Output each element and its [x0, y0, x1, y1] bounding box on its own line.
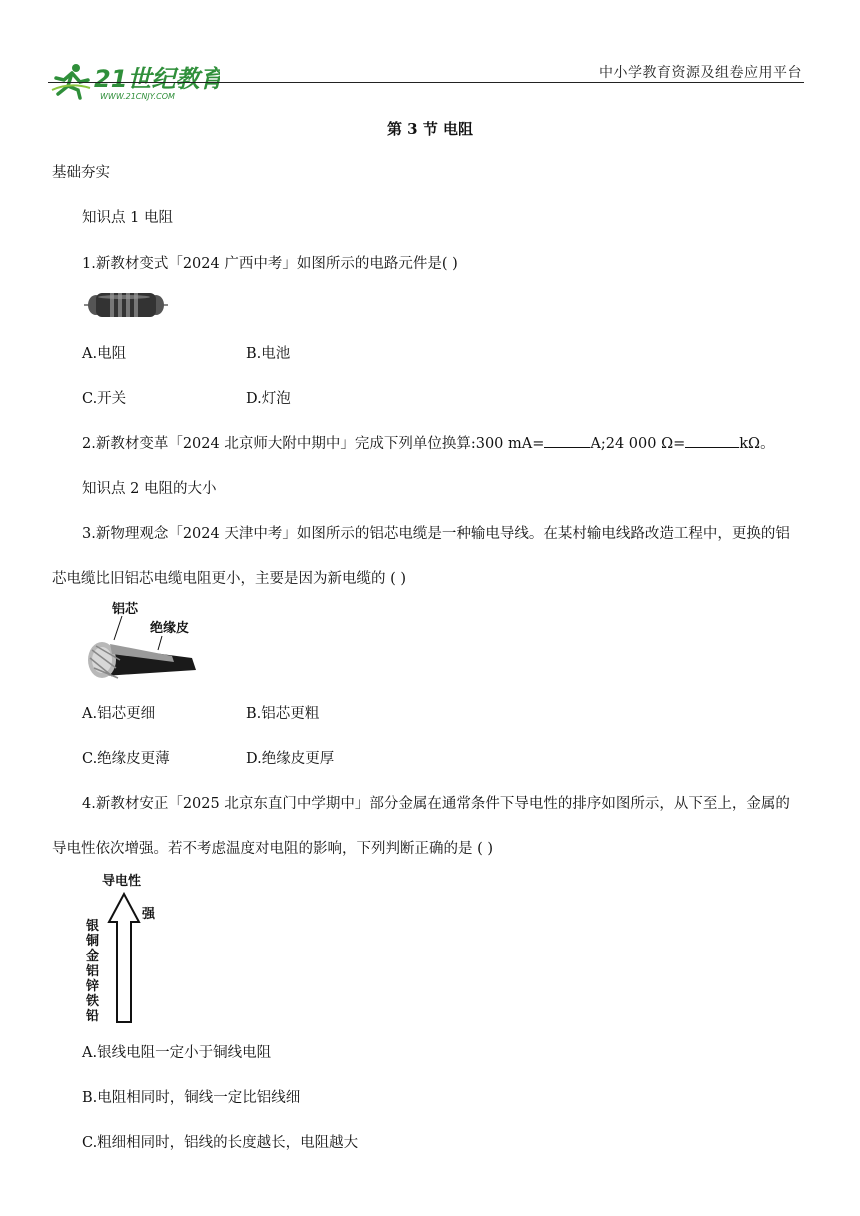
q1-option-b: B.电池 — [246, 346, 291, 362]
q2-prefix: 2.新教材变革「2024 北京师大附中期中」完成下列单位换算:300 mA= — [82, 436, 545, 452]
knowledge-point-1: 知识点 1 电阻 — [82, 210, 173, 226]
q2-mid: A;24 000 Ω= — [590, 436, 686, 452]
q3-option-b: B.铝芯更粗 — [246, 706, 320, 722]
question-4-line-1: 4.新教材安正「2025 北京东直门中学期中」部分金属在通常条件下导电性的排序如图所示，从下至上，金属的 — [82, 796, 790, 812]
logo-main-text: 21世纪教育 — [94, 65, 220, 93]
q4-option-c: C.粗细相同时，铝线的长度越长，电阻越大 — [82, 1135, 359, 1151]
cable-figure — [82, 598, 202, 688]
runner-logo-icon — [52, 64, 90, 98]
q2-suffix: kΩ。 — [739, 436, 775, 452]
q1-option-a: A.电阻 — [82, 346, 127, 362]
q3-option-c: C.绝缘皮更薄 — [82, 751, 170, 767]
q4-option-a: A.银线电阻一定小于铜线电阻 — [82, 1045, 272, 1061]
metal-label: 锌 — [86, 979, 100, 994]
metal-label: 金 — [86, 949, 100, 964]
q1-option-c: C.开关 — [82, 391, 127, 407]
question-3-line-2: 芯电缆比旧铝芯电缆电阻更小，主要是因为新电缆的 ( ) — [52, 571, 407, 587]
question-3-line-1: 3.新物理观念「2024 天津中考」如图所示的铝芯电缆是一种输电导线。在某村输电线路改造工程中，更换的铝 — [82, 526, 790, 542]
section-heading: 基础夯实 — [52, 165, 110, 181]
metal-label: 铁 — [86, 994, 100, 1009]
q4-option-b: B.电阻相同时，铜线一定比铝线细 — [82, 1090, 301, 1106]
q3-option-d: D.绝缘皮更厚 — [246, 751, 335, 767]
fig-strong-label: 强 — [142, 907, 156, 922]
fig-title: 导电性 — [102, 874, 142, 889]
metal-list — [85, 918, 99, 1024]
arrow-up-icon — [109, 894, 139, 1022]
metal-label: 铜 — [86, 934, 100, 949]
logo-url-text: WWW.21CNJY.COM — [100, 92, 175, 101]
platform-name: 中小学教育资源及组卷应用平台 — [599, 65, 802, 81]
question-1-text: 1.新教材变式「2024 广西中考」如图所示的电路元件是( ) — [82, 256, 458, 272]
resistor-figure — [84, 285, 168, 329]
q2-blank-2[interactable] — [685, 435, 739, 448]
page-title: 第 3 节 电阻 — [386, 120, 474, 138]
fig-label-insulation: 绝缘皮 — [150, 621, 190, 636]
q2-blank-1[interactable] — [544, 435, 590, 448]
metal-label: 铅 — [86, 1009, 100, 1024]
metal-label: 铝 — [86, 964, 100, 979]
conductivity-figure — [84, 870, 174, 1034]
q1-option-d: D.灯泡 — [246, 391, 291, 407]
fig-label-core: 铝芯 — [112, 602, 139, 617]
knowledge-point-2: 知识点 2 电阻的大小 — [82, 481, 217, 497]
question-4-line-2: 导电性依次增强。若不考虑温度对电阻的影响，下列判断正确的是 ( ) — [52, 841, 494, 857]
question-2-text — [82, 432, 775, 453]
metal-label: 银 — [86, 919, 100, 934]
site-logo — [50, 60, 220, 102]
header-divider — [48, 82, 804, 83]
q3-option-a: A.铝芯更细 — [82, 706, 156, 722]
